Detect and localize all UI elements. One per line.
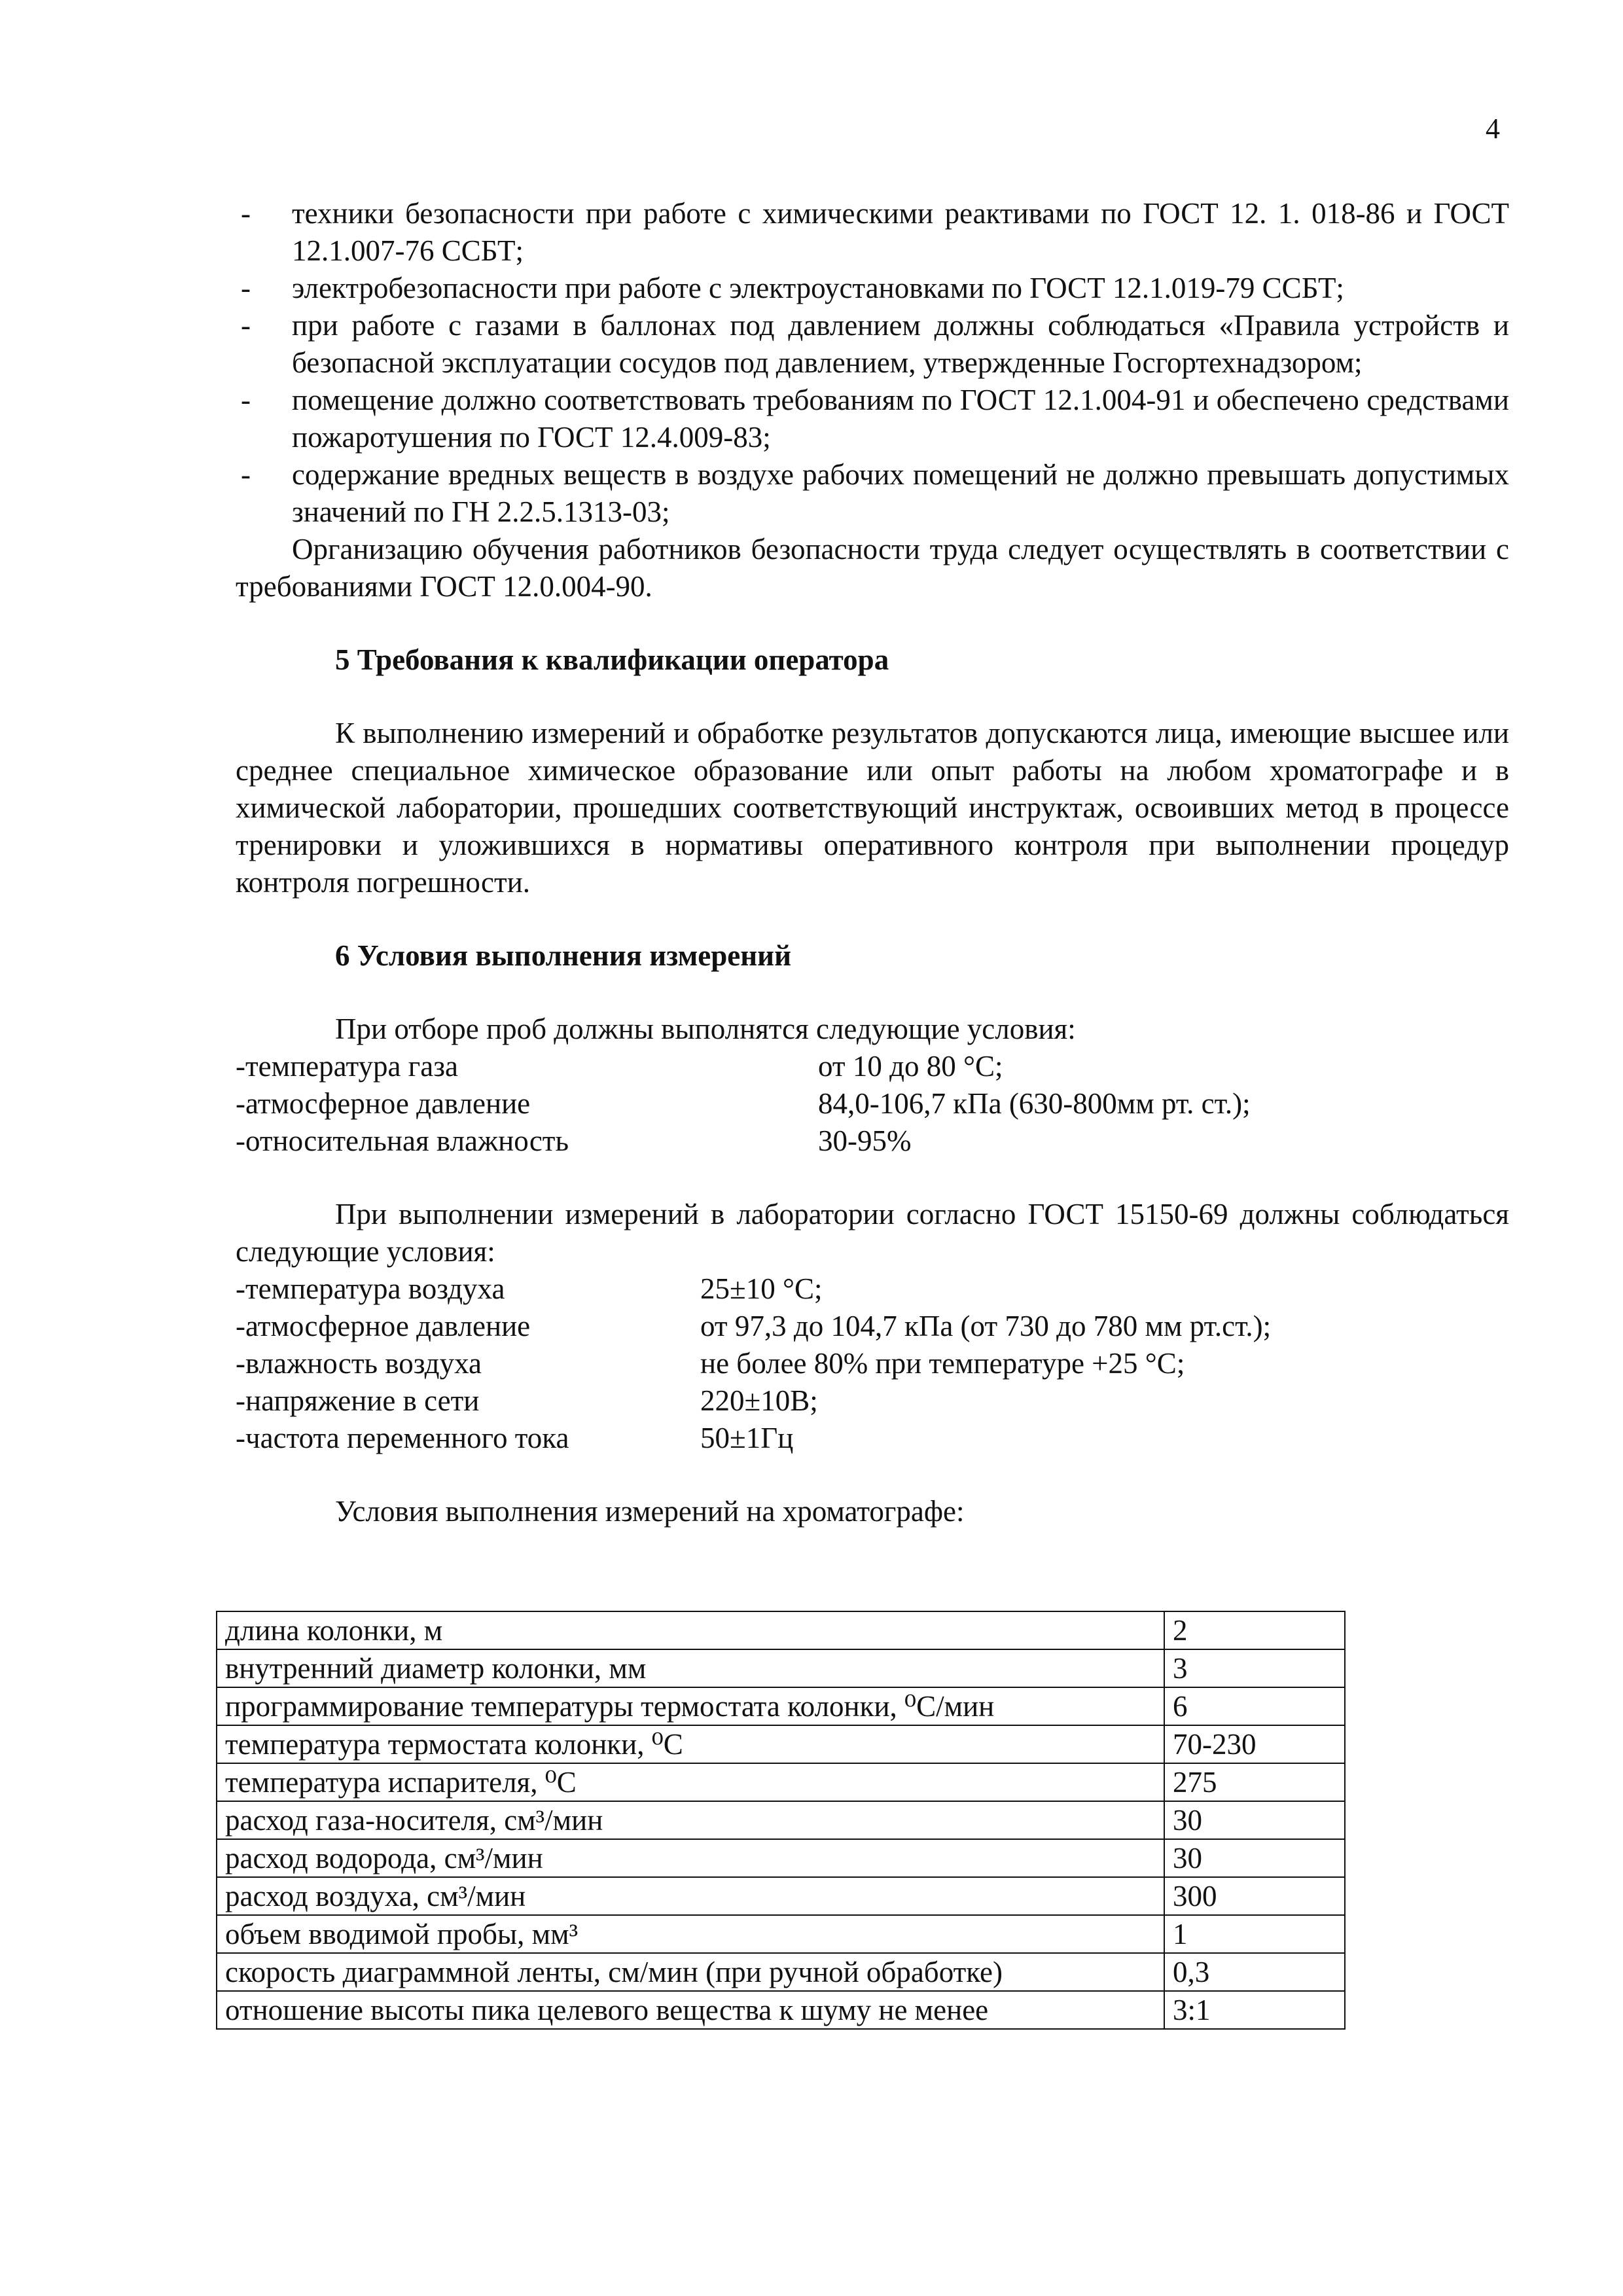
bullet-dash: -	[241, 384, 251, 416]
chromatograph-conditions-table	[216, 1611, 1346, 2030]
value-cell: 0,3	[1164, 1953, 1345, 1991]
condition-value: от 97,3 до 104,7 кПа (от 730 до 780 мм рт.ст.);	[700, 1310, 1272, 1342]
condition-row	[236, 1122, 1509, 1160]
value-cell: 30	[1164, 1839, 1345, 1877]
value-cell: 3:1	[1164, 1991, 1345, 2029]
condition-value: 50±1Гц	[700, 1422, 794, 1454]
table-row	[217, 1839, 1345, 1877]
page-number: 4	[1486, 113, 1500, 145]
value-cell: 3	[1164, 1649, 1345, 1687]
table-row	[217, 1611, 1345, 1649]
table-row	[217, 1763, 1345, 1801]
condition-label: -относительная влажность	[236, 1124, 569, 1157]
value-cell: 300	[1164, 1877, 1345, 1915]
list-item: - помещение должно соответствовать требованиям по ГОСТ 12.1.004-91 и обеспечено средствами пожаротушения по ГОСТ 12.4.009-83;	[236, 382, 1509, 456]
bullet-dash: -	[241, 309, 251, 342]
condition-value: от 10 до 80 °С;	[818, 1050, 1003, 1083]
list-item: - техники безопасности при работе с химическими реактивами по ГОСТ 12. 1. 018-86 и ГОСТ 12.1.007-76 ССБТ;	[236, 195, 1509, 270]
param-cell: температура термостата колонки, ⁰С	[217, 1725, 1164, 1763]
condition-row	[236, 1270, 1509, 1308]
sampling-intro: При отборе проб должны выполнятся следующие условия:	[335, 1013, 1076, 1045]
condition-label: -напряжение в сети	[236, 1384, 480, 1417]
value-cell: 30	[1164, 1801, 1345, 1839]
condition-row	[236, 1345, 1509, 1382]
table-row	[217, 1687, 1345, 1725]
table-row	[217, 1915, 1345, 1953]
lab-conditions	[236, 1270, 1509, 1457]
condition-value: 220±10В;	[700, 1384, 818, 1417]
table-row	[217, 1953, 1345, 1991]
condition-label: -атмосферное давление	[236, 1087, 531, 1120]
param-cell: отношение высоты пика целевого вещества к шуму не менее	[217, 1991, 1164, 2029]
condition-value: 84,0-106,7 кПа (630-800мм рт. ст.);	[818, 1087, 1251, 1120]
condition-row	[236, 1420, 1509, 1457]
condition-row	[236, 1048, 1509, 1085]
list-item: - при работе с газами в баллонах под давлением должны соблюдаться «Правила устройств и безопасной эксплуатации сосудов под давлением, утвержденные Госгортехнадзором;	[236, 307, 1509, 382]
param-cell: внутренний диаметр колонки, мм	[217, 1649, 1164, 1687]
table-row	[217, 1991, 1345, 2029]
condition-label: -атмосферное давление	[236, 1310, 531, 1342]
condition-value: не более 80% при температуре +25 °С;	[700, 1347, 1185, 1380]
param-cell: программирование температуры термостата колонки, ⁰С/мин	[217, 1687, 1164, 1725]
safety-requirements-list	[236, 195, 1509, 531]
value-cell: 6	[1164, 1687, 1345, 1725]
value-cell: 70-230	[1164, 1725, 1345, 1763]
condition-row	[236, 1308, 1509, 1345]
condition-label: -влажность воздуха	[236, 1347, 482, 1380]
param-cell: расход воздуха, см³/мин	[217, 1877, 1164, 1915]
param-cell: скорость диаграммной ленты, см/мин (при ручной обработке)	[217, 1953, 1164, 1991]
condition-label: -температура газа	[236, 1050, 458, 1083]
bullet-dash: -	[241, 272, 251, 304]
training-paragraph: Организацию обучения работников безопасности труда следует осуществлять в соответствии с требованиями ГОСТ 12.0.004-90.	[236, 533, 1509, 603]
param-cell: расход водорода, см³/мин	[217, 1839, 1164, 1877]
param-cell: объем вводимой пробы, мм³	[217, 1915, 1164, 1953]
table-row	[217, 1649, 1345, 1687]
param-cell: температура испарителя, ⁰С	[217, 1763, 1164, 1801]
condition-label: -частота переменного тока	[236, 1422, 569, 1454]
condition-value: 30-95%	[818, 1124, 912, 1157]
sampling-conditions	[236, 1048, 1509, 1160]
list-item: - электробезопасности при работе с электроустановками по ГОСТ 12.1.019-79 ССБТ;	[236, 270, 1509, 307]
param-cell: расход газа-носителя, см³/мин	[217, 1801, 1164, 1839]
condition-value: 25±10 °С;	[700, 1272, 823, 1305]
lab-intro: При выполнении измерений в лаборатории согласно ГОСТ 15150-69 должны соблюдаться следующие условия:	[236, 1198, 1509, 1268]
document-body	[236, 195, 1509, 1530]
section-6-heading: 6 Условия выполнения измерений	[335, 939, 791, 972]
value-cell: 2	[1164, 1611, 1345, 1649]
bullet-dash: -	[241, 458, 251, 491]
list-item: - содержание вредных веществ в воздухе рабочих помещений не должно превышать допустимых значений по ГН 2.2.5.1313-03;	[236, 456, 1509, 531]
table-row	[217, 1801, 1345, 1839]
value-cell: 1	[1164, 1915, 1345, 1953]
param-cell: длина колонки, м	[217, 1611, 1164, 1649]
condition-row	[236, 1085, 1509, 1122]
condition-row	[236, 1382, 1509, 1420]
value-cell: 275	[1164, 1763, 1345, 1801]
section-5-heading: 5 Требования к квалификации оператора	[335, 643, 889, 676]
chromatograph-intro: Условия выполнения измерений на хроматографе:	[335, 1495, 965, 1528]
table-row	[217, 1725, 1345, 1763]
condition-label: -температура воздуха	[236, 1272, 505, 1305]
section-5-text: К выполнению измерений и обработке результатов допускаются лица, имеющие высшее или среднее специальное химическое образование или опыт работы на любом хроматографе и в химической лаборатории, прошедших соответствующий инструктаж, освоивших метод в процессе тренировки и уложившихся в нормативы оперативного контроля при выполнении процедур контроля погрешности.	[236, 717, 1509, 899]
bullet-dash: -	[241, 197, 251, 230]
table-row	[217, 1877, 1345, 1915]
